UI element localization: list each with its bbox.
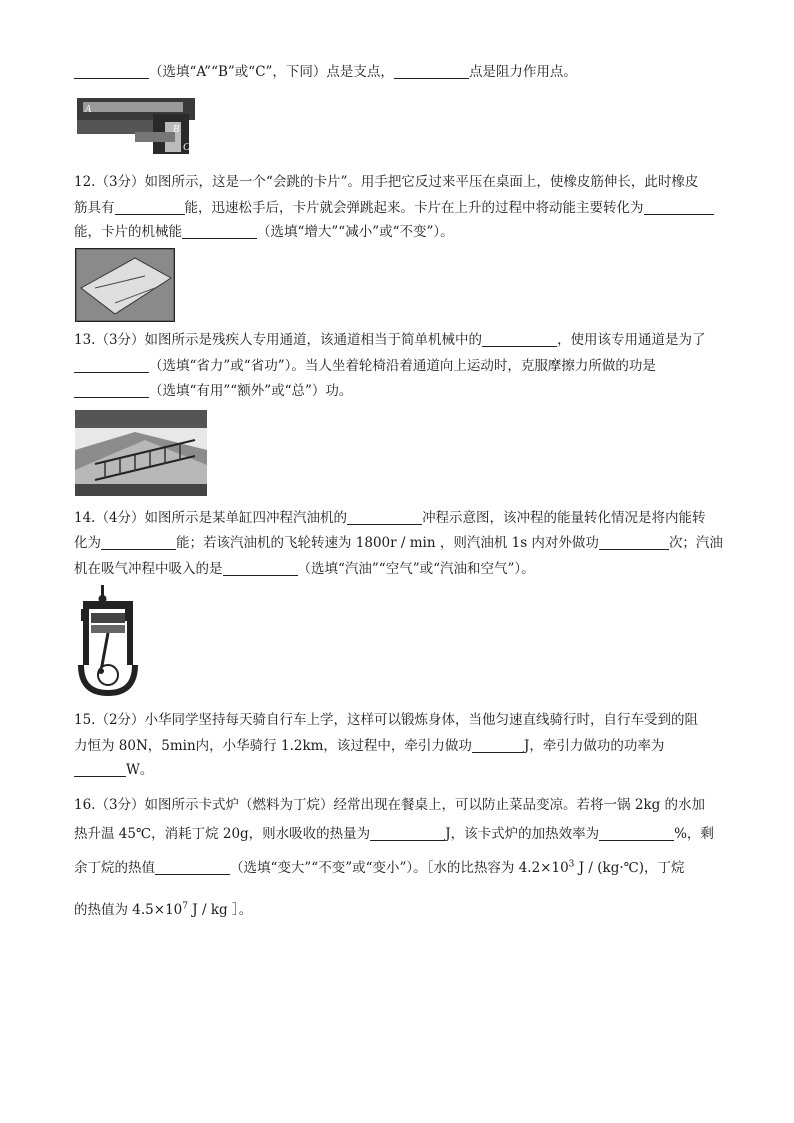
q14-blank-intake[interactable] bbox=[223, 561, 298, 576]
q14-engine-figure bbox=[75, 585, 141, 697]
q13-line3: （选填“有用”“额外”或“总”）功。 bbox=[74, 381, 352, 401]
q13-ramp-figure bbox=[75, 410, 207, 496]
q16-blank-heat-value[interactable] bbox=[155, 860, 230, 875]
q12-card-figure bbox=[75, 248, 175, 322]
q14-line1: 14.（4分）如图所示是某单缸四冲程汽油机的 冲程示意图，该冲程的能量转化情况是将内能转 bbox=[74, 510, 706, 526]
q16-line2: 热升温 45℃，消耗丁烷 20g，则水吸收的热量为 J，该卡式炉的加热效率为 %，剩 bbox=[74, 826, 714, 842]
q13-blank-work-type[interactable] bbox=[74, 383, 149, 398]
q11-blank-fulcrum[interactable] bbox=[74, 64, 149, 79]
q13-blank-purpose[interactable] bbox=[74, 358, 149, 373]
q14-blank-count[interactable] bbox=[599, 535, 669, 550]
q11-line1: （选填“A”“B”或“C”，下同）点是支点， 点是阻力作用点。 bbox=[74, 62, 577, 82]
q16-line3: 余丁烷的热值 （选填“变大”“不变”或“变小”）。［水的比热容为 $4.2\times 10^3$ J / (kg·℃)，丁烷 bbox=[74, 859, 685, 876]
q16-blank-heat[interactable] bbox=[370, 826, 445, 841]
q11-lever-figure bbox=[75, 92, 200, 164]
q16-blank-efficiency[interactable] bbox=[599, 826, 674, 841]
q15-line1: 15.（2分）小华同学坚持每天骑自行车上学，这样可以锻炼身体，当他匀速直线骑行时，自行车受到的阻 bbox=[74, 712, 699, 728]
q13-blank-machine[interactable] bbox=[482, 332, 557, 347]
q11-blank-resistance-point[interactable] bbox=[394, 64, 469, 79]
q12-line2: 筋具有 能，迅速松手后，卡片就会弹跳起来。卡片在上升的过程中将动能主要转化为 bbox=[74, 198, 714, 218]
lever-label-b: B bbox=[173, 124, 180, 135]
q12-blank-mechanical[interactable] bbox=[182, 224, 257, 239]
q13-line1: 13.（3分）如图所示是残疾人专用通道，该通道相当于简单机械中的 ，使用该专用通道是为了 bbox=[74, 332, 706, 348]
q15-blank-power[interactable] bbox=[74, 762, 126, 777]
lever-label-c: C bbox=[183, 142, 190, 153]
q14-blank-energy[interactable] bbox=[101, 535, 176, 550]
q16-line1: 16.（3分）如图所示卡式炉（燃料为丁烷）经常出现在餐桌上，可以防止菜品变凉。若将一锅 2kg 的水加 bbox=[74, 797, 706, 813]
q15-blank-work[interactable] bbox=[472, 738, 524, 753]
q15-line3: W。 bbox=[74, 760, 153, 780]
q13-line2: （选填“省力”或“省功”）。当人坐着轮椅沿着通道向上运动时，克服摩擦力所做的功是 bbox=[74, 356, 656, 376]
q14-line3: 机在吸气冲程中吸入的是 （选填“汽油”“空气”或“汽油和空气”）。 bbox=[74, 561, 535, 577]
q15-line2: 力恒为 80N，5min内，小华骑行 1.2km，该过程中，牵引力做功 J，牵引力做功的功率为 bbox=[74, 738, 665, 754]
q14-blank-stroke[interactable] bbox=[347, 510, 422, 525]
lever-label-a: A bbox=[85, 104, 92, 115]
q14-line2: 化为 能；若该汽油机的飞轮转速为 1800r / min ，则汽油机 1s 内对外做功 次；汽油 bbox=[74, 535, 723, 551]
q12-line3: 能，卡片的机械能 （选填“增大”“减小”或“不变”）。 bbox=[74, 224, 454, 240]
q12-blank-convert[interactable] bbox=[644, 200, 714, 215]
q12-blank-energy[interactable] bbox=[115, 200, 185, 215]
q12-line1: 12.（3分）如图所示，这是一个“会跳的卡片”。用手把它反过来平压在桌面上，使橡皮筋伸长，此时橡皮 bbox=[74, 174, 699, 190]
q16-line4: 的热值为 $4.5\times 10^7$ J / kg ］。 bbox=[74, 901, 253, 918]
